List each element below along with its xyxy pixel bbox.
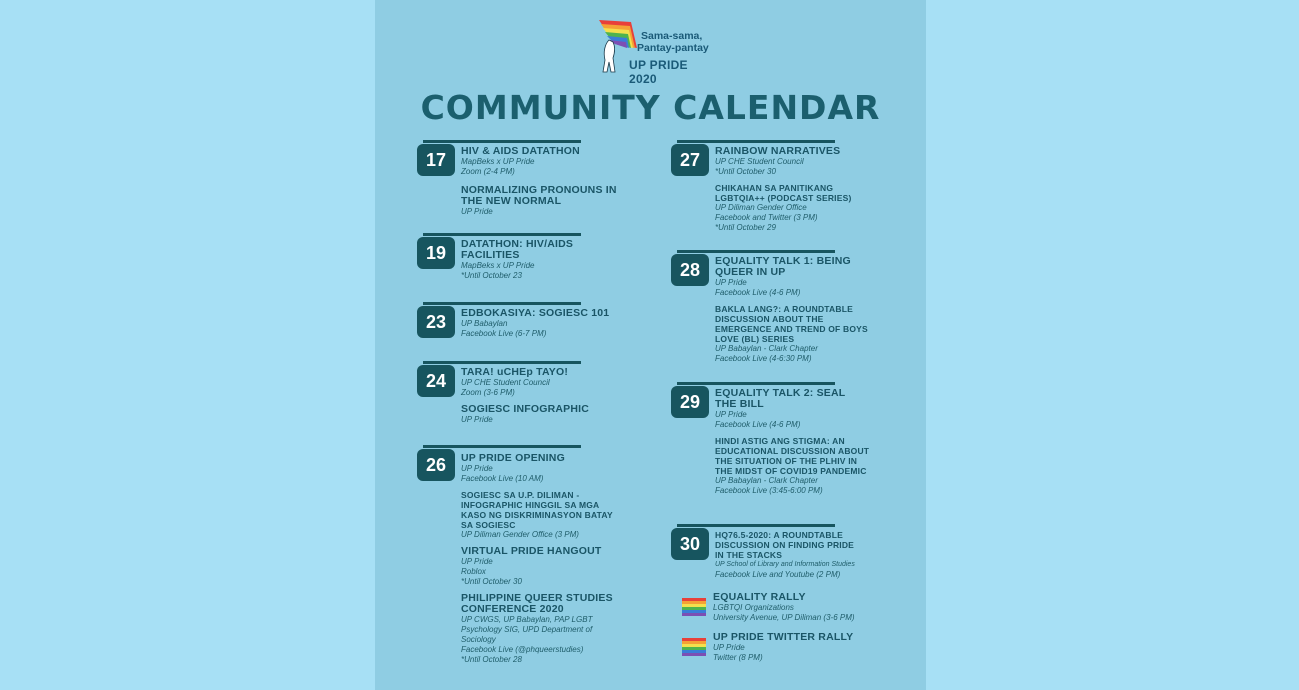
brand-name: UP PRIDE 2020 xyxy=(629,58,688,86)
event-detail: UP CHE Student Council xyxy=(461,378,550,387)
event-detail: Zoom (3-6 PM) xyxy=(461,388,515,397)
event-detail: UP School of Library and Information Studies xyxy=(715,561,855,568)
event-detail: Zoom (2-4 PM) xyxy=(461,167,515,176)
event-detail: MapBeks x UP Pride xyxy=(461,261,535,270)
event-detail: *Until October 29 xyxy=(715,223,776,232)
event xyxy=(715,436,887,496)
event xyxy=(461,146,633,177)
calendar-poster xyxy=(375,0,926,690)
day-number: 30 xyxy=(671,528,709,560)
event xyxy=(461,367,633,398)
event-detail: UP CWGS, UP Babaylan, PAP LGBT Psychology SIG, UPD Department of Sociology xyxy=(461,615,593,644)
event-title: NORMALIZING PRONOUNS IN THE NEW NORMAL xyxy=(461,184,617,207)
event-title: EQUALITY RALLY xyxy=(713,591,806,603)
event xyxy=(461,308,633,339)
event xyxy=(715,256,887,298)
event-title: TARA! uCHEp TAYO! xyxy=(461,366,569,378)
event-title: BAKLA LANG?: A ROUNDTABLE DISCUSSION ABOUT THE EMERGENCE AND TREND OF BOYS LOVE (BL) SERIES xyxy=(715,304,868,344)
event-detail: Facebook Live (4-6 PM) xyxy=(715,420,801,429)
up-pride-logo xyxy=(597,18,717,86)
event-detail: LGBTQI Organizations xyxy=(713,603,794,612)
event-title: EQUALITY TALK 1: BEING QUEER IN UP xyxy=(715,255,851,278)
tagline-line-1: Sama-sama, xyxy=(641,30,703,42)
event-title: SOGIESC SA U.P. DILIMAN - INFOGRAPHIC HINGGIL SA MGA KASO NG DISKRIMINASYON BATAY SA SOGIESC xyxy=(461,490,613,530)
event xyxy=(715,146,887,177)
page-title: COMMUNITY CALENDAR xyxy=(420,88,881,127)
event xyxy=(461,404,633,425)
event-title: VIRTUAL PRIDE HANGOUT xyxy=(461,545,602,557)
event xyxy=(715,530,887,580)
event-detail: Facebook Live (10 AM) xyxy=(461,474,544,483)
event-detail: *Until October 28 xyxy=(461,655,522,664)
day-number: 27 xyxy=(671,144,709,176)
event-detail: Facebook Live (3:45-6:00 PM) xyxy=(715,486,823,495)
event-detail: UP Babaylan - Clark Chapter xyxy=(715,344,818,353)
event-title: HINDI ASTIG ANG STIGMA: AN EDUCATIONAL DISCUSSION ABOUT THE SITUATION OF THE PLHIV IN THE MIDST OF COVID19 PANDEMIC xyxy=(715,436,870,476)
rainbow-flag-icon xyxy=(682,598,706,616)
rally-event xyxy=(713,632,903,663)
event-detail: UP Pride xyxy=(461,464,493,473)
day-number: 28 xyxy=(671,254,709,286)
event-title: RAINBOW NARRATIVES xyxy=(715,145,841,157)
event-detail: *Until October 23 xyxy=(461,271,522,280)
rally-event xyxy=(713,592,903,623)
event-detail: UP Pride xyxy=(461,415,493,424)
event-detail: Facebook Live (@phqueerstudies) xyxy=(461,645,584,654)
event-detail: *Until October 30 xyxy=(461,577,522,586)
event-detail: *Until October 30 xyxy=(715,167,776,176)
day-number: 23 xyxy=(417,306,455,338)
event-detail: UP Diliman Gender Office xyxy=(715,203,807,212)
event xyxy=(461,185,633,217)
event-detail: UP Pride xyxy=(715,278,747,287)
event-title: EDBOKASIYA: SOGIESC 101 xyxy=(461,307,610,319)
event-detail: UP Pride xyxy=(715,410,747,419)
event xyxy=(715,388,887,430)
event-detail: Roblox xyxy=(461,567,486,576)
day-number: 26 xyxy=(417,449,455,481)
event-detail: Facebook Live (4-6:30 PM) xyxy=(715,354,812,363)
event xyxy=(461,239,633,281)
event-title: HQ76.5-2020: A ROUNDTABLE DISCUSSION ON FINDING PRIDE IN THE STACKS xyxy=(715,530,855,560)
event-title: UP PRIDE OPENING xyxy=(461,452,565,464)
event-detail: Twitter (8 PM) xyxy=(713,653,763,662)
event-title: PHILIPPINE QUEER STUDIES CONFERENCE 2020 xyxy=(461,592,613,615)
event xyxy=(715,183,887,233)
event xyxy=(715,304,887,364)
day-number: 17 xyxy=(417,144,455,176)
rainbow-flag-icon xyxy=(682,638,706,656)
event-detail: MapBeks x UP Pride xyxy=(461,157,535,166)
event-detail: University Avenue, UP Diliman (3-6 PM) xyxy=(713,613,855,622)
day-number: 19 xyxy=(417,237,455,269)
event-detail: UP Pride xyxy=(461,557,493,566)
event-title: EQUALITY TALK 2: SEAL THE BILL xyxy=(715,387,846,410)
event-detail: UP Babaylan xyxy=(461,319,508,328)
event-title: DATATHON: HIV/AIDS FACILITIES xyxy=(461,238,574,261)
tagline-line-2: Pantay-pantay xyxy=(637,42,709,54)
event-title: HIV & AIDS DATATHON xyxy=(461,145,580,157)
event xyxy=(461,546,633,587)
event-title: SOGIESC INFOGRAPHIC xyxy=(461,403,590,415)
event-detail: UP Pride xyxy=(713,643,745,652)
event-detail: Facebook Live (4-6 PM) xyxy=(715,288,801,297)
event-detail: Facebook Live and Youtube (2 PM) xyxy=(715,570,841,579)
event xyxy=(461,453,633,484)
event-title: UP PRIDE TWITTER RALLY xyxy=(713,631,854,643)
day-number: 29 xyxy=(671,386,709,418)
event-detail: UP Babaylan - Clark Chapter xyxy=(715,476,818,485)
event-title: CHIKAHAN SA PANITIKANG LGBTQIA++ (PODCAST SERIES) xyxy=(715,183,852,203)
event xyxy=(461,490,633,540)
event-detail: UP CHE Student Council xyxy=(715,157,804,166)
event-detail: Facebook and Twitter (3 PM) xyxy=(715,213,818,222)
event-detail: Facebook Live (6-7 PM) xyxy=(461,329,547,338)
event-detail: UP Diliman Gender Office (3 PM) xyxy=(461,530,579,539)
event-detail: UP Pride xyxy=(461,207,493,216)
event xyxy=(461,593,633,665)
day-number: 24 xyxy=(417,365,455,397)
